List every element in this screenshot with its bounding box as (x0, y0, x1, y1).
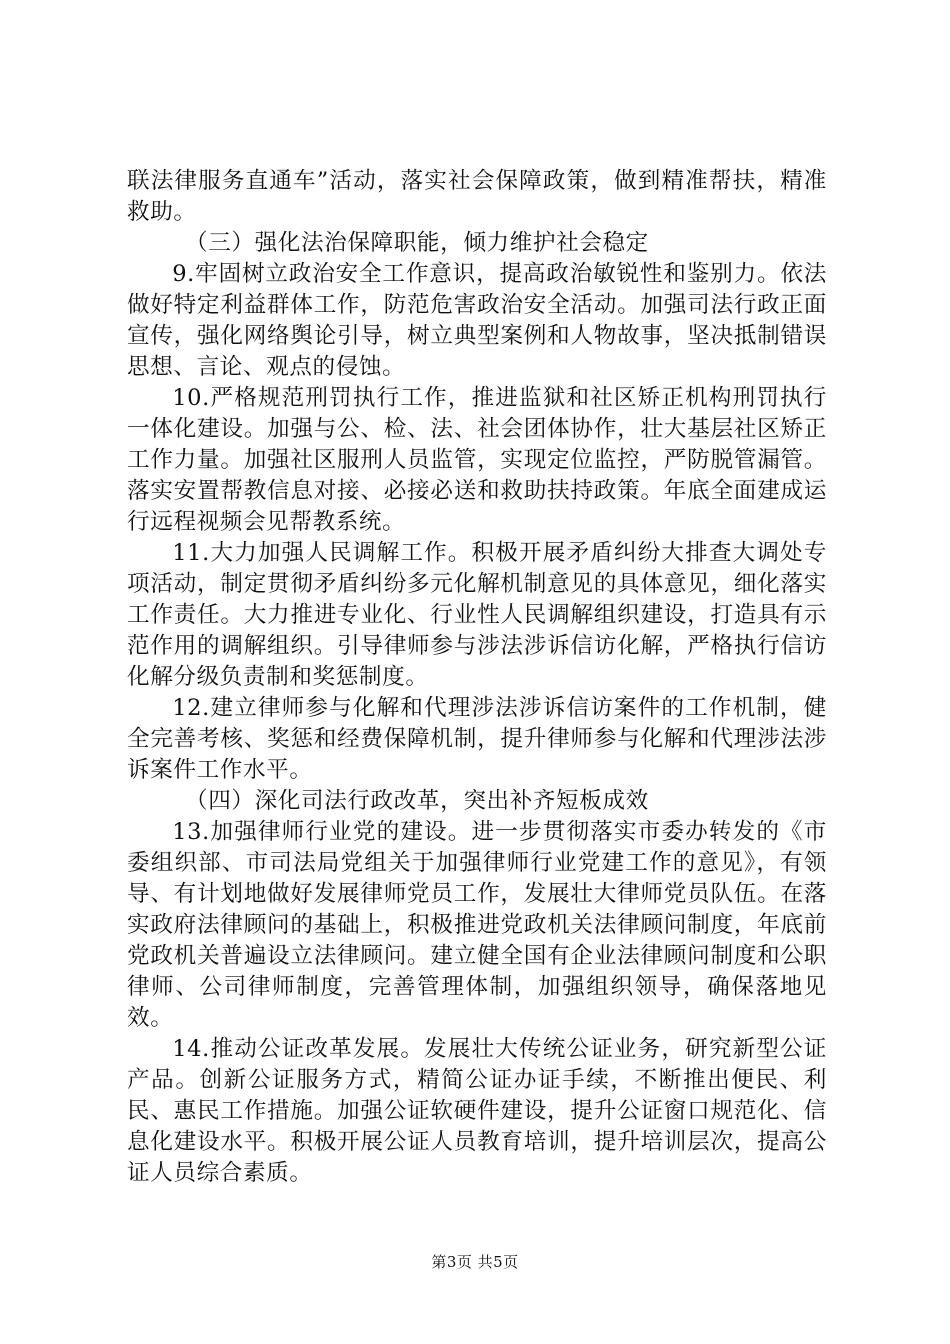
paragraph-item-11: 11.大力加强人民调解工作。积极开展矛盾纠纷大排查大调处专项活动，制定贯彻矛盾纠纷多元化解机制意见的具体意见，细化落实工作责任。大力推进专业化、行业性人民调解组织建设，打造具有示范作用的调解组织。引导律师参与涉法涉诉信访化解，严格执行信访化解分级负责制和奖惩制度。 (127, 540, 827, 690)
paragraph-item-9: 9.牢固树立政治安全工作意识，提高政治敏锐性和鉴别力。依法做好特定利益群体工作，防范危害政治安全活动。加强司法行政正面宣传，强化网络舆论引导，树立典型案例和人物故事，坚决抵制错误思想、言论、观点的侵蚀。 (127, 261, 827, 380)
paragraph-item-12: 12.建立律师参与化解和代理涉法涉诉信访案件的工作机制，健全完善考核、奖惩和经费保障机制，提升律师参与化解和代理涉法涉诉案件工作水平。 (127, 695, 827, 783)
page-footer (0, 1252, 950, 1272)
document-body (127, 166, 827, 1189)
paragraph-continuation: 联法律服务直通车”活动，落实社会保障政策，做到精准帮扶，精准救助。 (127, 168, 827, 225)
paragraph-item-14: 14.推动公证改革发展。发展壮大传统公证业务，研究新型公证产品。创新公证服务方式，精简公证办证手续，不断推出便民、利民、惠民工作措施。加强公证软硬件建设，提升公证窗口规范化、信息化建设水平。积极开展公证人员教育培训，提升培训层次，提高公证人员综合素质。 (127, 1036, 827, 1186)
paragraph-item-10: 10.严格规范刑罚执行工作，推进监狱和社区矫正机构刑罚执行一体化建设。加强与公、检、法、社会团体协作，壮大基层社区矫正工作力量。加强社区服刑人员监管，实现定位监控，严防脱管漏管。落实安置帮教信息对接、必接必送和救助扶持政策。年底全面建成运行远程视频会见帮教系统。 (127, 385, 827, 535)
page-number-label: 第3页 共5页 (431, 1253, 519, 1271)
paragraph-item-13: 13.加强律师行业党的建设。进一步贯彻落实市委办转发的《市委组织部、市司法局党组关于加强律师行业党建工作的意见》，有领导、有计划地做好发展律师党员工作，发展壮大律师党员队伍。在落实政府法律顾问的基础上，积极推进党政机关法律顾问制度，年底前党政机关普遍设立法律顾问。建立健全国有企业法律顾问制度和公职律师、公司律师制度，完善管理体制，加强组织领导，确保落地见效。 (127, 819, 827, 1031)
section-heading-4: （四）深化司法行政改革，突出补齐短板成效 (185, 788, 649, 814)
section-heading-3: （三）强化法治保障职能，倾力维护社会稳定 (185, 230, 649, 256)
